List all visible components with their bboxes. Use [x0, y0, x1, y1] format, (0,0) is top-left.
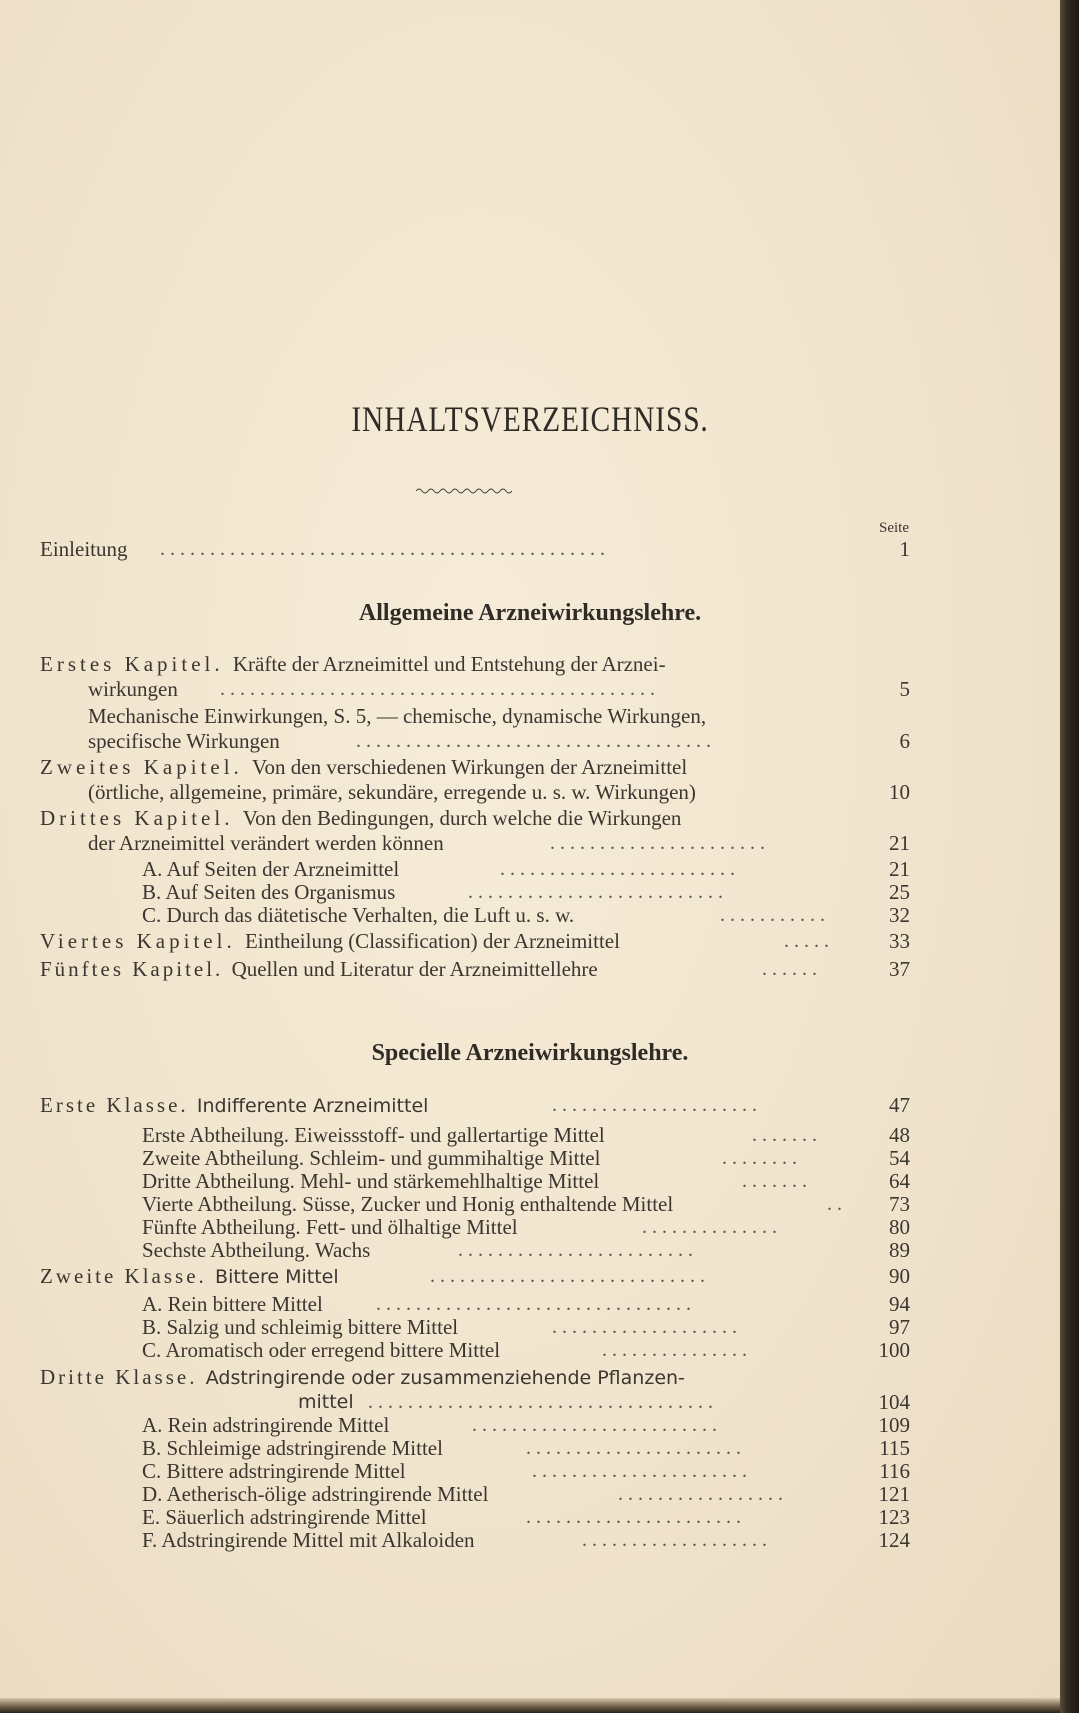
page-number: 115	[879, 1436, 910, 1460]
entry-text: Von den Bedingungen, durch welche die Wirkungen	[242, 806, 682, 830]
leader-dots: . . . . . . . . . . . . . . . . . . . . . .	[526, 1437, 741, 1459]
entry-label: Einleitung	[40, 537, 128, 561]
entry-label: Sechste Abtheilung. Wachs	[142, 1238, 371, 1262]
leader-dots: . . . . . .	[762, 958, 817, 980]
entry-label: C. Aromatisch oder erregend bittere Mittel	[142, 1338, 501, 1362]
leader-dots: . . . . . . . . . . . . . . . . . . . . . .	[550, 832, 765, 854]
page-number: 47	[889, 1093, 910, 1117]
entry-label: wirkungen	[88, 677, 178, 701]
page-number: 121	[878, 1482, 910, 1506]
page-number: 10	[889, 780, 910, 804]
page-number: 25	[889, 880, 910, 904]
entry-text: Von den verschiedenen Wirkungen der Arzneimittel	[252, 755, 688, 779]
leader-dots: . . . . . . . . . . . . . . . . . . .	[552, 1316, 737, 1338]
page-number: 32	[889, 903, 910, 927]
leader-dots: . . . . . . . . . . . . . . .	[602, 1339, 747, 1361]
entry-label: Vierte Abtheilung. Süsse, Zucker und Honig enthaltende Mittel	[142, 1192, 674, 1216]
page-number: 89	[889, 1238, 910, 1262]
leader-dots: . . . . . . . . . . . . . . . . . . . . . . . . . . . . . . . . . . .	[368, 1391, 713, 1413]
entry-label: D. Aetherisch-ölige adstringirende Mittel	[142, 1482, 489, 1506]
entry-label: Mechanische Einwirkungen, S. 5, — chemische, dynamische Wirkungen,	[88, 704, 707, 728]
toc-entry-zweite-klasse[interactable]	[40, 1263, 850, 1289]
leader-dots: . . . . . . . . . . . . . . . . . . . . . . . .	[500, 858, 735, 880]
entry-label: E. Säuerlich adstringirende Mittel	[142, 1505, 427, 1529]
page-number: 48	[889, 1123, 910, 1147]
entry-label: F. Adstringirende Mittel mit Alkaloiden	[142, 1528, 475, 1552]
toc-entry-zweite-c[interactable]	[142, 1337, 850, 1363]
leader-dots: . . . . . . . . . . . . . . . . . . . . . . . . . . . . . . . .	[376, 1293, 691, 1315]
entry-label: B. Salzig und schleimig bittere Mittel	[142, 1315, 459, 1339]
leader-dots: . . . . . . . . . . . . . . . . . . . . . . . . . . . . . . . . . . . . . . . . . . . . .	[160, 538, 605, 560]
page-number: 104	[878, 1390, 910, 1414]
entry-label: Fünfte Abtheilung. Fett- und ölhaltige Mittel	[142, 1215, 518, 1239]
page-bottom-edge	[0, 1698, 1060, 1713]
page-number: 80	[889, 1215, 910, 1239]
page-number: 64	[889, 1169, 910, 1193]
entry-text: Eintheilung (Classification) der Arzneimittel	[244, 929, 620, 953]
section-heading-specielle: Specielle Arzneiwirkungslehre.	[371, 1040, 689, 1066]
toc-entry-fuenftes-kapitel[interactable]	[40, 956, 850, 982]
page-number: 90	[889, 1264, 910, 1288]
seite-label: Seite	[879, 520, 909, 536]
entry-label: der Arzneimittel verändert werden können	[88, 831, 444, 855]
leader-dots: . . . . . . . . . . . . . . . . .	[618, 1483, 783, 1505]
leader-dots: . . . . . . . . . . . . . . . . . . . . . .	[526, 1506, 741, 1528]
chapter-label: Drittes Kapitel.	[40, 806, 243, 830]
entry-text: Indifferente Arzneimittel	[196, 1095, 429, 1117]
leader-dots: . . . . . . . . . . . . . . . . . . . . . . . . . . . .	[430, 1265, 705, 1287]
toc-entry-drittes-kapitel[interactable]	[40, 805, 850, 831]
toc-entry-viertes-kapitel[interactable]	[40, 928, 850, 954]
entry-label: (örtliche, allgemeine, primäre, sekundäre, erregende u. s. w. Wirkungen)	[88, 780, 696, 804]
toc-entry-continuation[interactable]	[88, 830, 850, 856]
entry-text: Bittere Mittel	[215, 1266, 339, 1288]
entry-label: A. Rein adstringirende Mittel	[142, 1413, 390, 1437]
toc-entry-subtopic[interactable]	[88, 703, 850, 729]
toc-entry-continuation[interactable]	[88, 728, 850, 754]
entry-label: A. Rein bittere Mittel	[142, 1292, 323, 1316]
toc-entry-dritte-klasse[interactable]	[40, 1364, 850, 1390]
toc-entry-einleitung[interactable]	[40, 536, 850, 562]
leader-dots: . . . . . . . . . . . . . . . . . . . . . . . . . . . . . . . . . . . . . . . . . . . .	[220, 678, 655, 700]
page-number: 94	[889, 1292, 910, 1316]
toc-entry-dritte-f[interactable]	[142, 1527, 850, 1553]
entry-text: Kräfte der Arzneimittel und Entstehung der Arznei-	[232, 652, 666, 676]
leader-dots: . . . . .	[784, 930, 829, 952]
page-number: 5	[899, 677, 910, 701]
toc-entry-continuation[interactable]	[88, 676, 850, 702]
leader-dots: . . . . . . . . . . . . . . . . . . . . . . . . . .	[468, 881, 723, 903]
section-heading-allgemeine: Allgemeine Arzneiwirkungslehre.	[358, 600, 702, 626]
page-number: 109	[878, 1413, 910, 1437]
chapter-label: Erstes Kapitel.	[40, 652, 233, 676]
class-label: Zweite Klasse.	[40, 1264, 216, 1288]
toc-entry-erstes-kapitel[interactable]	[40, 651, 850, 677]
page-number: 37	[889, 957, 910, 981]
leader-dots: . . . . . . . .	[722, 1147, 797, 1169]
entry-label: Erste Abtheilung. Eiweissstoff- und gallertartige Mittel	[142, 1123, 605, 1147]
page-number: 21	[889, 857, 910, 881]
chapter-label: Viertes Kapitel.	[40, 929, 245, 953]
entry-label: specifische Wirkungen	[88, 729, 280, 753]
leader-dots: . .	[827, 1193, 842, 1215]
leader-dots: . . . . . . . . . . . . . . . . . . . . . . . . . . . . . . . . . . . .	[356, 730, 711, 752]
page-number: 6	[899, 729, 910, 753]
leader-dots: . . . . . . . . . . . . . . . . . . . . . . . .	[458, 1239, 693, 1261]
page-number: 100	[878, 1338, 910, 1362]
leader-dots: . . . . . . . . . . . . . . . . . . . . .	[552, 1094, 757, 1116]
page-number: 21	[889, 831, 910, 855]
page-number: 1	[899, 537, 910, 561]
entry-label: A. Auf Seiten der Arzneimittel	[142, 857, 400, 881]
entry-label: mittel	[298, 1391, 354, 1413]
leader-dots: . . . . . . . . . . . . . . . . . . .	[582, 1529, 767, 1551]
page-number: 54	[889, 1146, 910, 1170]
entry-label: C. Bittere adstringirende Mittel	[142, 1459, 406, 1483]
book-spine	[1060, 0, 1079, 1713]
class-label: Erste Klasse.	[40, 1093, 197, 1117]
chapter-label: Zweites Kapitel.	[40, 755, 253, 779]
entry-label: B. Schleimige adstringirende Mittel	[142, 1436, 443, 1460]
toc-entry-continuation[interactable]	[88, 779, 850, 805]
page-number: 116	[879, 1459, 910, 1483]
entry-label: Zweite Abtheilung. Schleim- und gummihaltige Mittel	[142, 1146, 601, 1170]
entry-label: B. Auf Seiten des Organismus	[142, 880, 396, 904]
chapter-label: Fünftes Kapitel.	[40, 957, 232, 981]
page-number: 33	[889, 929, 910, 953]
class-label: Dritte Klasse.	[40, 1365, 206, 1389]
entry-label: Dritte Abtheilung. Mehl- und stärkemehlhaltige Mittel	[142, 1169, 600, 1193]
page-number: 97	[889, 1315, 910, 1339]
toc-entry-erste-klasse[interactable]	[40, 1092, 850, 1118]
toc-entry-zweites-kapitel[interactable]	[40, 754, 850, 780]
toc-entry-subsection-c[interactable]	[142, 902, 850, 928]
entry-text: Quellen und Literatur der Arzneimittellehre	[231, 957, 598, 981]
leader-dots: . . . . . . . . . . . . . . . . . . . . . .	[532, 1460, 747, 1482]
page-number: 73	[889, 1192, 910, 1216]
entry-text: Adstringirende oder zusammenziehende Pflanzen-	[205, 1367, 685, 1389]
page-title: INHALTSVERZEICHNISS.	[351, 399, 709, 439]
page-number: 123	[878, 1505, 910, 1529]
leader-dots: . . . . . . . . . . . . . . . . . . . . . . . . .	[472, 1414, 717, 1436]
leader-dots: . . . . . . .	[752, 1124, 817, 1146]
leader-dots: . . . . . . .	[742, 1170, 807, 1192]
page-number: 124	[878, 1528, 910, 1552]
entry-label: C. Durch das diätetische Verhalten, die Luft u. s. w.	[142, 903, 575, 927]
leader-dots: . . . . . . . . . . .	[720, 904, 825, 926]
leader-dots: . . . . . . . . . . . . . .	[642, 1216, 777, 1238]
toc-entry-abtheilung-6[interactable]	[142, 1237, 850, 1263]
